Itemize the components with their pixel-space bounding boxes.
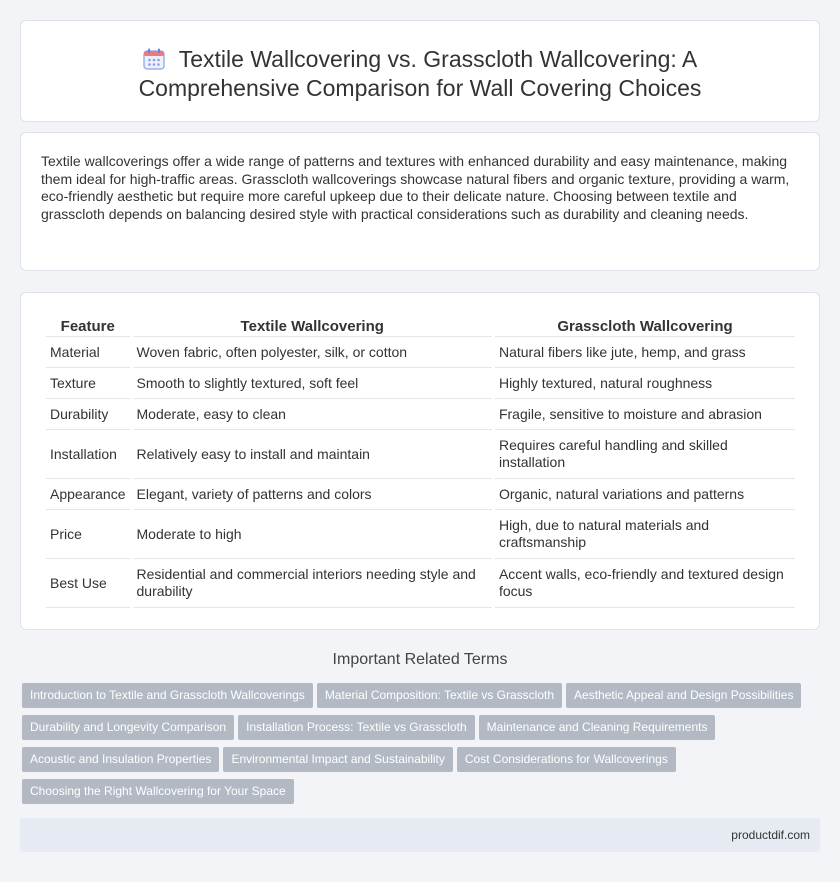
- related-tag-installation[interactable]: Installation Process: Textile vs Grasscloth: [238, 715, 475, 740]
- row-textile: Elegant, variety of patterns and colors: [133, 479, 492, 510]
- footer: [20, 818, 820, 852]
- row-textile: Moderate, easy to clean: [133, 399, 492, 430]
- related-tag-environmental[interactable]: Environmental Impact and Sustainability: [223, 747, 452, 772]
- row-textile: Moderate to high: [133, 510, 492, 559]
- page-title-wrap: [21, 45, 819, 103]
- row-grasscloth: Requires careful handling and skilled installation: [495, 430, 795, 479]
- row-feature: Texture: [46, 368, 130, 399]
- row-grasscloth: Fragile, sensitive to moisture and abrasion: [495, 399, 795, 430]
- related-tag-choosing[interactable]: Choosing the Right Wallcovering for Your Space: [22, 779, 294, 804]
- calendar-icon: [143, 48, 165, 70]
- related-tag-intro[interactable]: Introduction to Textile and Grasscloth Wallcoverings: [22, 683, 313, 708]
- row-feature: Installation: [46, 430, 130, 479]
- row-feature: Durability: [46, 399, 130, 430]
- table-row: [46, 337, 795, 368]
- row-feature: Best Use: [46, 559, 130, 608]
- table-row: [46, 479, 795, 510]
- related-tag-material[interactable]: Material Composition: Textile vs Grasscloth: [317, 683, 562, 708]
- row-textile: Residential and commercial interiors needing style and durability: [133, 559, 492, 608]
- row-textile: Woven fabric, often polyester, silk, or cotton: [133, 337, 492, 368]
- related-tag-maintenance[interactable]: Maintenance and Cleaning Requirements: [479, 715, 716, 740]
- table-row: [46, 430, 795, 479]
- row-textile: Relatively easy to install and maintain: [133, 430, 492, 479]
- row-grasscloth: Highly textured, natural roughness: [495, 368, 795, 399]
- related-tag-aesthetic[interactable]: Aesthetic Appeal and Design Possibilities: [566, 683, 801, 708]
- related-terms-title: Important Related Terms: [332, 651, 508, 668]
- header-feature: Feature: [46, 315, 130, 337]
- related-tag-acoustic[interactable]: Acoustic and Insulation Properties: [22, 747, 219, 772]
- related-tag-durability[interactable]: Durability and Longevity Comparison: [22, 715, 234, 740]
- row-textile: Smooth to slightly textured, soft feel: [133, 368, 492, 399]
- row-grasscloth: Organic, natural variations and patterns: [495, 479, 795, 510]
- table-row: [46, 368, 795, 399]
- title-card: [20, 20, 820, 122]
- related-tag-cost[interactable]: Cost Considerations for Wallcoverings: [457, 747, 676, 772]
- header-textile: Textile Wallcovering: [133, 315, 492, 337]
- page-title: Textile Wallcovering vs. Grasscloth Wallcovering: A Comprehensive Comparison for Wall Covering Choices: [138, 46, 702, 101]
- comparison-table: [43, 315, 798, 608]
- row-feature: Appearance: [46, 479, 130, 510]
- intro-card: [20, 132, 820, 271]
- header-grasscloth: Grasscloth Wallcovering: [495, 315, 795, 337]
- table-row: [46, 559, 795, 608]
- related-terms-tags: [22, 683, 822, 811]
- intro-paragraph: Textile wallcoverings offer a wide range of patterns and textures with enhanced durability and easy maintenance, making them ideal for high-traffic areas. Grasscloth wallcoverings showcase natural fibers and organic texture, providing a warm, eco-friendly aesthetic but require more careful upkeep due to their delicate nature. Choosing between textile and grasscloth depends on balancing desired style with practical considerations such as durability and cleaning needs.: [41, 153, 790, 222]
- row-feature: Price: [46, 510, 130, 559]
- footer-site-link[interactable]: productdif.com: [731, 828, 810, 842]
- row-grasscloth: Natural fibers like jute, hemp, and grass: [495, 337, 795, 368]
- row-grasscloth: Accent walls, eco-friendly and textured design focus: [495, 559, 795, 608]
- row-feature: Material: [46, 337, 130, 368]
- row-grasscloth: High, due to natural materials and craftsmanship: [495, 510, 795, 559]
- comparison-card: [20, 292, 820, 630]
- table-header-row: [46, 315, 795, 337]
- table-row: [46, 510, 795, 559]
- table-row: [46, 399, 795, 430]
